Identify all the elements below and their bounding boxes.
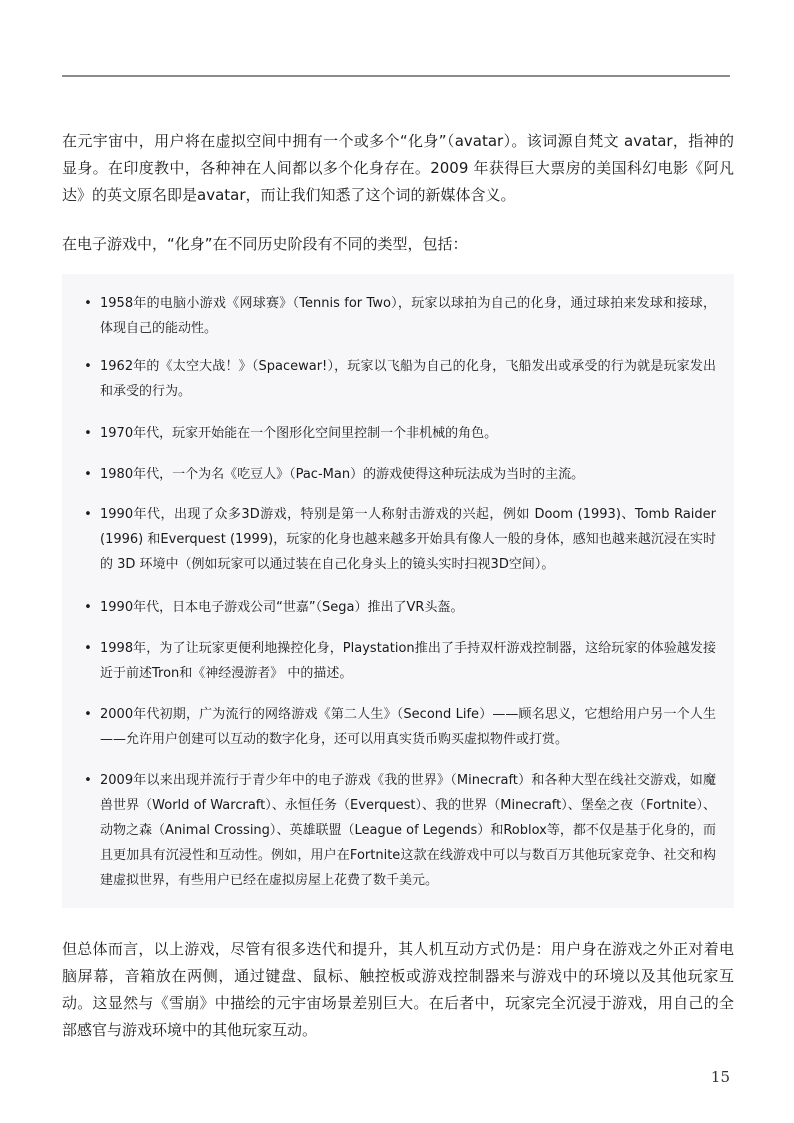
list-item-text: 1958年的电脑小游戏《网球赛》（Tennis for Two），玩家以球拍为自己的化身，通过球拍来发球和接球，体现自己的能动性。: [100, 296, 716, 336]
page-number: 15: [710, 1068, 730, 1086]
bullet-icon: •: [84, 773, 92, 788]
header-rule: [62, 75, 730, 77]
bullet-icon: •: [84, 707, 92, 722]
bullet-icon: •: [84, 426, 92, 441]
list-item-text: 1998年，为了让玩家更便利地操控化身，Playstation推出了手持双杆游戏控制器，这给玩家的体验越发接近于前述Tron和《神经漫游者》 中的描述。: [100, 641, 716, 681]
closing-paragraph: 但总体而言，以上游戏，尽管有很多迭代和提升，其人机互动方式仍是：用户身在游戏之外正对着电脑屏幕，音箱放在两侧，通过键盘、鼠标、触控板或游戏控制器来与游戏中的环境以及其他玩家互动。这显然与《雪崩》中描绘的元宇宙场景差别巨大。在后者中，玩家完全沉浸于游戏，用自己的全部感官与游戏环境中的其他玩家互动。: [62, 940, 734, 1039]
bullet-icon: •: [84, 296, 92, 311]
list-item-text: 1962年的《太空大战！》（Spacewar!），玩家以飞船为自己的化身，飞船发出或承受的行为就是玩家发出和承受的行为。: [100, 359, 716, 399]
list-item-text: 1980年代，一个为名《吃豆人》（Pac-Man）的游戏使得这种玩法成为当时的主流。: [100, 467, 585, 482]
list-item-text: 1970年代，玩家开始能在一个图形化空间里控制一个非机械的角色。: [100, 426, 498, 441]
list-item-text: 1990年代，日本电子游戏公司“世嘉”（Sega）推出了VR头盔。: [100, 600, 464, 615]
bullet-icon: •: [84, 359, 92, 374]
bullet-icon: •: [84, 641, 92, 656]
list-item-text: 2000年代初期，广为流行的网络游戏《第二人生》（Second Life）——顾名思义，它想给用户另一个人生——允许用户创建可以互动的数字化身，还可以用真实货币购买虚拟物件或打赏。: [100, 707, 716, 747]
bullet-icon: •: [84, 507, 92, 522]
intro-paragraph: 在元宇宙中，用户将在虚拟空间中拥有一个或多个“化身”（avatar）。该词源自梵文 avatar，指神的显身。在印度教中，各种神在人间都以多个化身存在。2009 年获得巨大票房的美国科幻电影《阿凡达》的英文原名即是avatar，而让我们知悉了这个词的新媒体含义。: [62, 132, 734, 204]
list-item-text: 1990年代，出现了众多3D游戏，特别是第一人称射击游戏的兴起，例如 Doom (1993)、Tomb Raider (1996) 和Everquest (1999)，玩家的化身也越来越多开始具有像人一般的身体，感知也越来越沉浸在实时的 3D 环境中（例如玩家可以通过装在自己化身头上的镜头实时扫视3D空间）。: [100, 507, 716, 572]
history-callout-box: [62, 274, 734, 908]
bullet-icon: •: [84, 600, 92, 615]
lead-paragraph: 在电子游戏中，“化身”在不同历史阶段有不同的类型，包括：: [62, 235, 468, 253]
list-item-text: 2009年以来出现并流行于青少年中的电子游戏《我的世界》（Minecraft）和各种大型在线社交游戏，如魔兽世界（World of Warcraft）、永恒任务（Everquest）、我的世界（Minecraft）、堡垒之夜（Fortnite）、动物之森（Animal Crossing）、英雄联盟（League of Legends）和Roblox等，都不仅是基于化身的，而且更加具有沉浸性和互动性。例如，用户在Fortnite这款在线游戏中可以与数百万其他玩家竞争、社交和构建虚拟世界，有些用户已经在虚拟房屋上花费了数千美元。: [100, 773, 716, 888]
bullet-icon: •: [84, 467, 92, 482]
